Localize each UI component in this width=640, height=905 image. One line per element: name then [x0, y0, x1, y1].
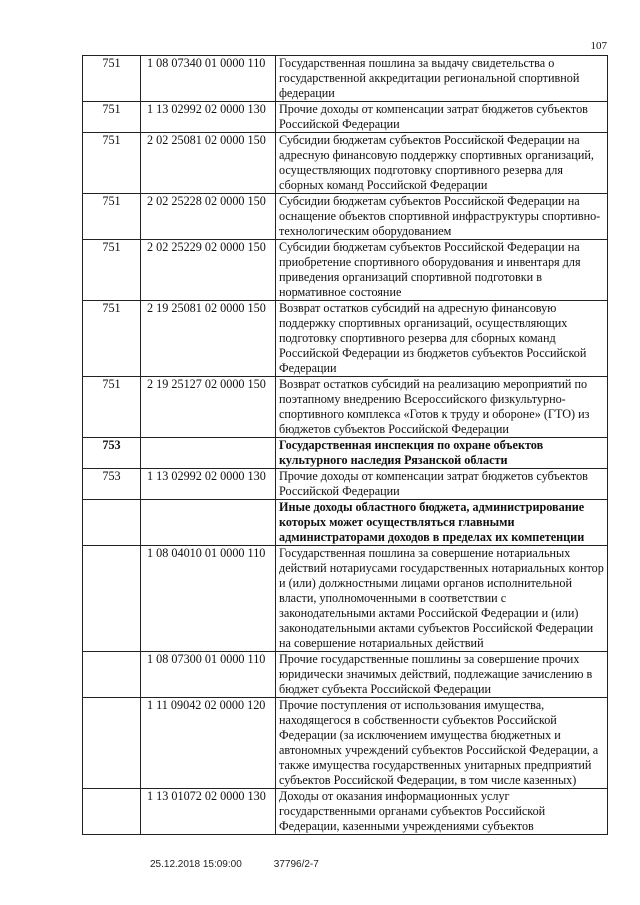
revenue-name-cell: Доходы от оказания информационных услуг государственными органами субъектов Российской Федерации, казенными учреждениями субъектов: [276, 789, 608, 835]
revenue-code-cell: 2 02 25081 02 0000 150: [141, 133, 276, 194]
revenue-code-cell: 1 08 07300 01 0000 110: [141, 652, 276, 698]
revenue-name-cell: Государственная пошлина за выдачу свидетельства о государственной аккредитации региональной спортивной федерации: [276, 56, 608, 102]
table-row: [83, 546, 608, 652]
revenue-name-cell: Субсидии бюджетам субъектов Российской Федерации на оснащение объектов спортивной инфраструктуры спортивно-технологическим оборудованием: [276, 194, 608, 240]
table-row: [83, 56, 608, 102]
revenue-name-cell: Государственная инспекция по охране объектов культурного наследия Рязанской области: [276, 438, 608, 469]
admin-code-cell: [83, 789, 141, 835]
revenue-name-cell: Возврат остатков субсидий на реализацию мероприятий по поэтапному внедрению Всероссийского физкультурно-спортивного комплекса «Готов к труду и обороне» (ГТО) из бюджетов субъектов Российской Федерации: [276, 377, 608, 438]
revenue-name-cell: Прочие поступления от использования имущества, находящегося в собственности субъектов Российской Федерации (за исключением имущества бюджетных и автономных учреждений субъектов Российской Федерации, а также имущества государственных унитарных предприятий субъектов Российской Федерации, в том числе казенных): [276, 698, 608, 789]
admin-code-cell: [83, 698, 141, 789]
revenue-code-cell: 2 19 25081 02 0000 150: [141, 301, 276, 377]
admin-code-cell: 751: [83, 377, 141, 438]
revenue-name-cell: Иные доходы областного бюджета, администрирование которых может осуществляться главными администраторами доходов в пределах их компетенции: [276, 500, 608, 546]
footer-doc-id: 37796/2-7: [273, 859, 319, 870]
table-row: [83, 301, 608, 377]
page-number: 107: [590, 40, 607, 52]
revenue-name-cell: Субсидии бюджетам субъектов Российской Федерации на адресную финансовую поддержку спортивных организаций, осуществляющих подготовку спортивного резерва для сборных команд Российской Федерации: [276, 133, 608, 194]
revenue-code-cell: 2 02 25229 02 0000 150: [141, 240, 276, 301]
footer-datetime: 25.12.2018 15:09:00: [150, 859, 242, 870]
revenue-codes-table: [82, 55, 608, 835]
table-row: [83, 377, 608, 438]
revenue-code-cell: 1 08 07340 01 0000 110: [141, 56, 276, 102]
admin-code-cell: 751: [83, 56, 141, 102]
revenue-code-cell: [141, 438, 276, 469]
admin-code-cell: 753: [83, 469, 141, 500]
revenue-code-cell: [141, 500, 276, 546]
revenue-name-cell: Прочие доходы от компенсации затрат бюджетов субъектов Российской Федерации: [276, 469, 608, 500]
table-row: [83, 194, 608, 240]
revenue-code-cell: 1 13 01072 02 0000 130: [141, 789, 276, 835]
revenue-code-cell: 1 13 02992 02 0000 130: [141, 102, 276, 133]
revenue-name-cell: Субсидии бюджетам субъектов Российской Федерации на приобретение спортивного оборудования и инвентаря для приведения организаций спортивной подготовки в нормативное состояние: [276, 240, 608, 301]
revenue-name-cell: Прочие государственные пошлины за совершение прочих юридически значимых действий, подлежащие зачислению в бюджет субъекта Российской Федерации: [276, 652, 608, 698]
revenue-code-cell: 1 13 02992 02 0000 130: [141, 469, 276, 500]
table-row: [83, 789, 608, 835]
admin-code-cell: 751: [83, 102, 141, 133]
revenue-name-cell: Возврат остатков субсидий на адресную финансовую поддержку спортивных организаций, осуществляющих подготовку спортивного резерва для сборных команд Российской Федерации из бюджетов субъектов Российской Федерации: [276, 301, 608, 377]
table-body: [83, 56, 608, 835]
revenue-code-cell: 1 11 09042 02 0000 120: [141, 698, 276, 789]
table-row: [83, 698, 608, 789]
admin-code-cell: 751: [83, 301, 141, 377]
table-row: [83, 652, 608, 698]
revenue-name-cell: Прочие доходы от компенсации затрат бюджетов субъектов Российской Федерации: [276, 102, 608, 133]
revenue-name-cell: Государственная пошлина за совершение нотариальных действий нотариусами государственных нотариальных контор и (или) должностными лицами органов исполнительной власти, уполномоченными в соответствии с законодательными актами Российской Федерации и (или) законодательными актами субъектов Российской Федерации на совершение нотариальных действий: [276, 546, 608, 652]
revenue-code-cell: 2 02 25228 02 0000 150: [141, 194, 276, 240]
table-row: [83, 500, 608, 546]
revenue-code-cell: 1 08 04010 01 0000 110: [141, 546, 276, 652]
admin-code-cell: [83, 652, 141, 698]
table-row: [83, 469, 608, 500]
admin-code-cell: [83, 500, 141, 546]
admin-code-cell: 751: [83, 240, 141, 301]
table-row: [83, 133, 608, 194]
admin-code-cell: [83, 546, 141, 652]
admin-code-cell: 753: [83, 438, 141, 469]
table-row: [83, 438, 608, 469]
table-row: [83, 240, 608, 301]
admin-code-cell: 751: [83, 194, 141, 240]
table-row: [83, 102, 608, 133]
admin-code-cell: 751: [83, 133, 141, 194]
footer: [150, 859, 319, 870]
revenue-code-cell: 2 19 25127 02 0000 150: [141, 377, 276, 438]
